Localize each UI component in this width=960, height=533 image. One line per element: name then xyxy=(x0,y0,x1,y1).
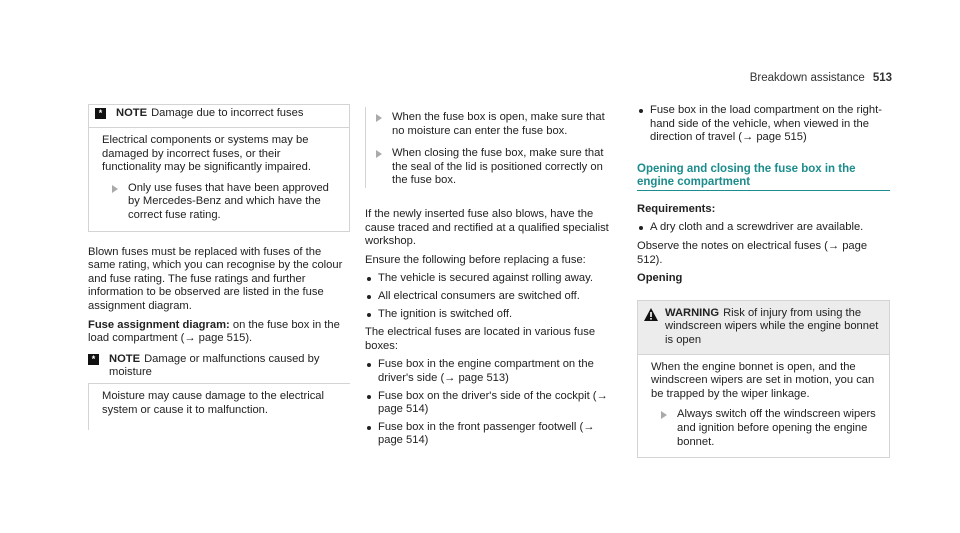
moisture-steps xyxy=(365,107,617,188)
warning-header xyxy=(638,301,889,355)
paragraph-ensure: Ensure the following before replacing a fuse: xyxy=(365,253,586,266)
warning-text: When the engine bonnet is open, and the windscreen wipers are set in motion, you can be trapped by the wiper linkage. xyxy=(651,360,875,400)
column-left xyxy=(88,104,350,440)
note-title: Damage or malfunctions caused by moisture xyxy=(109,352,320,379)
section-heading: Opening and closing the fuse box in the engine compartment xyxy=(637,163,890,191)
bullet-icon xyxy=(367,277,371,281)
note-text: Moisture may cause damage to the electrical system or cause it to malfunction. xyxy=(102,389,324,416)
note-body xyxy=(89,384,350,430)
step-text: When the fuse box is open, make sure that no moisture can enter the fuse box. xyxy=(392,111,605,137)
step-arrow-icon xyxy=(112,185,118,193)
list-item: The vehicle is secured against rolling away. xyxy=(365,272,617,286)
note-box-moisture xyxy=(88,351,350,430)
note-icon: * xyxy=(88,354,99,365)
step-item xyxy=(366,111,617,138)
requirements-label: Requirements: xyxy=(637,202,716,215)
section-name: Breakdown assistance xyxy=(749,72,865,84)
note-step-text: Only use fuses that have been approved by Mercedes-Benz and which have the correct fuse rating. xyxy=(128,181,329,221)
paragraph-blows: If the newly inserted fuse also blows, have the cause traced and rectified at a qualified specialist workshop. xyxy=(365,207,609,248)
note-label: NOTE xyxy=(109,352,141,365)
list-item: Fuse box in the load compartment on the right-hand side of the vehicle, when viewed in the direction of travel (→ page 515) xyxy=(637,104,890,145)
column-middle xyxy=(365,107,617,453)
warning-box xyxy=(637,300,890,458)
fuse-diagram-text: on the fuse box in the load compartment (→ page 515). xyxy=(88,318,340,345)
observe-notes: Observe the notes on electrical fuses (→ page 512). xyxy=(637,239,868,266)
warning-body xyxy=(638,355,889,458)
precondition-list xyxy=(365,272,617,321)
bullet-icon xyxy=(367,295,371,299)
column-right xyxy=(637,104,890,468)
step-text: When closing the fuse box, make sure that the seal of the lid is positioned correctly on the fuse box. xyxy=(392,147,604,187)
list-item: Fuse box on the driver's side of the cockpit (→ page 514) xyxy=(365,390,617,417)
note-header xyxy=(88,351,350,384)
step-arrow-icon xyxy=(661,411,667,419)
bullet-icon xyxy=(367,395,371,399)
page-number: 513 xyxy=(872,72,892,84)
fuse-diagram-label: Fuse assignment diagram: xyxy=(88,318,230,331)
bullet-icon xyxy=(639,109,643,113)
warning-step xyxy=(651,408,879,449)
warning-step-text: Always switch off the windscreen wipers and ignition before opening the engine bonnet. xyxy=(677,408,876,448)
page-header xyxy=(750,72,892,86)
warning-label: WARNING xyxy=(665,306,720,319)
bullet-icon xyxy=(367,313,371,317)
paragraph-fuse-diagram xyxy=(88,319,350,346)
step-arrow-icon xyxy=(376,150,382,158)
note-box-fuses xyxy=(88,104,350,232)
fuse-box-list xyxy=(365,358,617,448)
paragraph-locations: The electrical fuses are located in various fuse boxes: xyxy=(365,326,596,352)
bullet-icon xyxy=(639,226,643,230)
bullet-icon xyxy=(367,426,371,430)
step-arrow-icon xyxy=(376,114,382,122)
paragraph-blown-fuses: Blown fuses must be replaced with fuses of the same rating, which you can recognise by the colour and fuse rating. The fuse ratings and further information to be observed are listed in the fuse assignment diagram. xyxy=(88,245,343,312)
note-text: Electrical components or systems may be damaged by incorrect fuses, or their functionality may be significantly impaired. xyxy=(102,134,311,174)
opening-label: Opening xyxy=(637,272,683,285)
warning-icon xyxy=(644,308,658,321)
fuse-box-list-cont xyxy=(637,104,890,145)
warning-title: Risk of injury from using the windscreen wipers while the engine bonnet is open xyxy=(665,306,879,346)
note-label: NOTE xyxy=(116,107,148,119)
note-title: Damage due to incorrect fuses xyxy=(151,107,304,119)
requirements-list xyxy=(637,221,890,235)
note-body xyxy=(89,128,349,231)
list-item: All electrical consumers are switched off. xyxy=(365,290,617,304)
list-item: Fuse box in the engine compartment on the driver's side (→ page 513) xyxy=(365,358,617,385)
note-icon: * xyxy=(95,108,106,119)
list-item: The ignition is switched off. xyxy=(365,308,617,322)
note-step xyxy=(102,182,339,223)
step-item xyxy=(366,147,617,188)
list-item: A dry cloth and a screwdriver are available. xyxy=(637,221,890,235)
list-item: Fuse box in the front passenger footwell (→ page 514) xyxy=(365,421,617,448)
bullet-icon xyxy=(367,363,371,367)
note-header xyxy=(89,105,349,128)
